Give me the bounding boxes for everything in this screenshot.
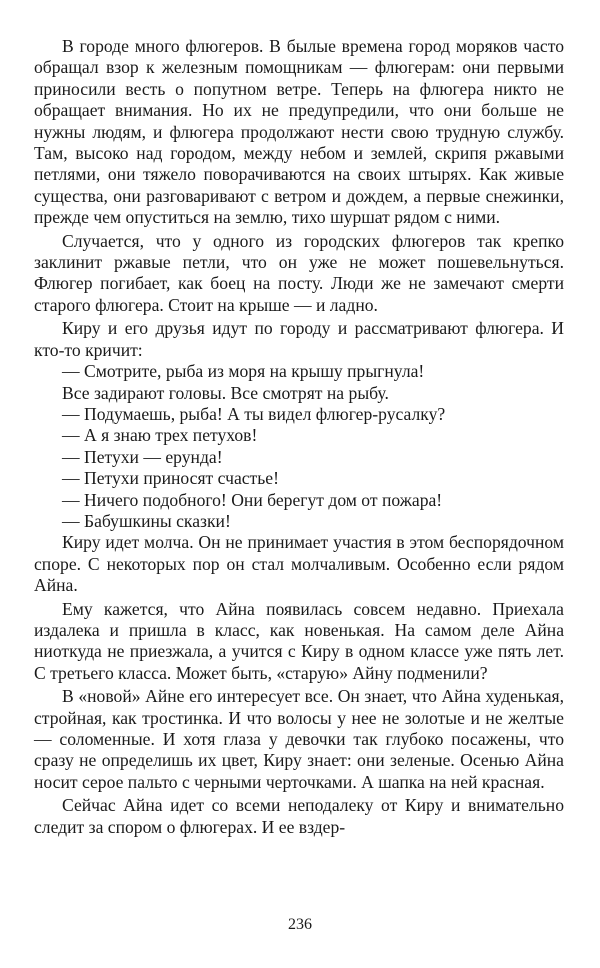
dialog-line: — Подумаешь, рыба! А ты видел флюгер-русалку? <box>62 403 446 424</box>
paragraph-aina-description: В «новой» Айне его интересует все. Он знает, что Айна худенькая, стройная, как тростинка. И что волосы у нее не золотые и не желтые — соломенные. И хотя глаза у девочки так глубоко посажены, что сразу не определишь их цвет, Киру знает: они зеленые. Осенью Айна носит серое пальто с черными черточками. А шапка на ней красная. <box>34 686 564 792</box>
book-page-text <box>34 36 564 838</box>
dialog-line: — Петухи — ерунда! <box>62 446 223 467</box>
dialog-line: — Бабушкины сказки! <box>62 510 231 531</box>
paragraph-aina-new: Ему кажется, что Айна появилась совсем недавно. Приехала издалека и пришла в класс, как новенькая. На самом деле Айна ниоткуда не приезжала, а учится с Киру в одном классе уже пять лет. С третьего класса. Может быть, «старую» Айну подменили? <box>34 598 564 683</box>
paragraph-stuck-weathervane: Случается, что у одного из городских флюгеров так крепко заклинит ржавые петли, что он уже не может пошевельнуться. Флюгер погибает, как боец на посту. Люди же не замечают смерти старого флюгера. Стоит на крыше — и ладно. <box>34 230 564 315</box>
paragraph-interlude: Все задирают головы. Все смотрят на рыбу. <box>62 382 389 403</box>
paragraph-aina-walking: Сейчас Айна идет со всеми неподалеку от Киру и внимательно следит за спором о флюгерах. И ее вздер- <box>34 795 564 837</box>
dialog-line: — А я знаю трех петухов! <box>62 425 258 446</box>
dialog-line: — Ничего подобного! Они берегут дом от пожара! <box>62 489 443 510</box>
dialog-line: — Смотрите, рыба из моря на крышу прыгнула! <box>62 361 425 382</box>
paragraph-weathervanes: В городе много флюгеров. В былые времена город моряков часто обращал взор к железным помощникам — флюгерам: они первыми приносили весть о попутном ветре. Теперь на флюгера никто не обращает внимания. Но их не предупредили, что они больше не нужны людям, и флюгера продолжают нести свою трудную службу. Там, высоко над городом, между небом и землей, скрипя ржавыми петлями, они тяжело поворачиваются на своих штырях. Как живые существа, они разговаривают с ветром и дождем, а первые снежинки, прежде чем опуститься на землю, тихо шуршат рядом с ними. <box>34 36 564 228</box>
dialog-line: — Петухи приносят счастье! <box>62 468 279 489</box>
page-number: 236 <box>288 916 312 933</box>
paragraph-kiru-silent: Киру идет молча. Он не принимает участия в этом беспорядочном споре. С некоторых пор он стал молчаливым. Особенно если рядом Айна. <box>34 532 564 596</box>
paragraph-kiru-friends: Киру и его друзья идут по городу и рассматривают флюгера. И кто-то кричит: <box>34 318 564 360</box>
